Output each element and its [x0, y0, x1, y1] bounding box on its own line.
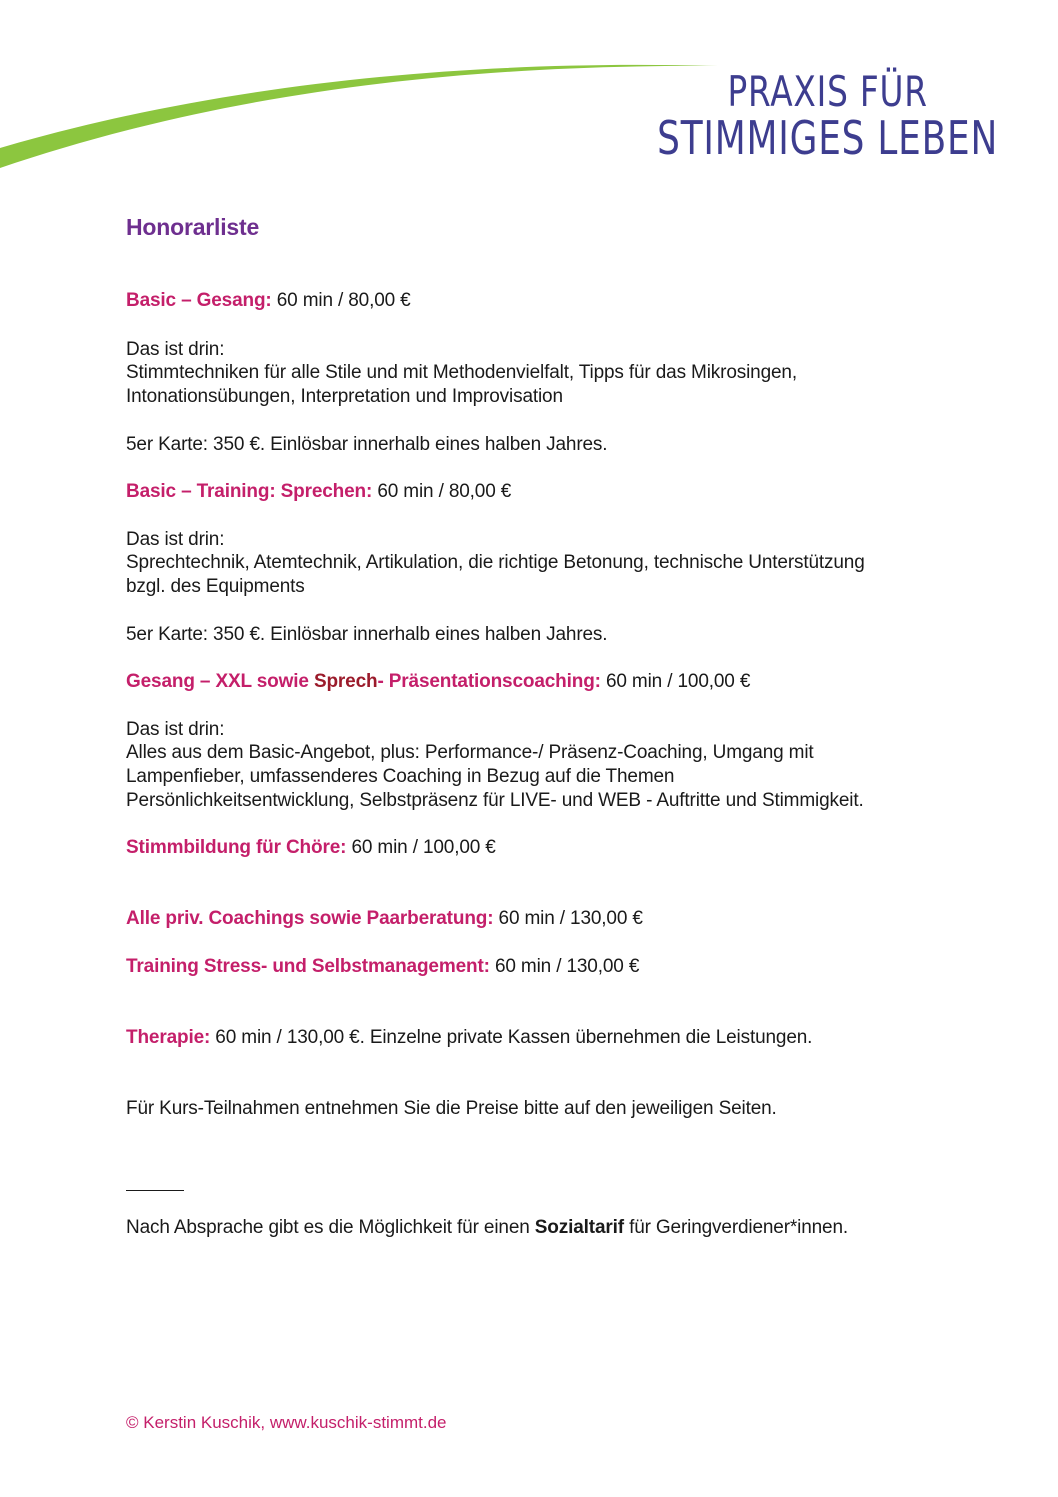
coachings-title [126, 907, 643, 931]
choere-label: Stimmbildung für Chöre: [126, 837, 347, 858]
page-title: Honorarliste [126, 214, 260, 240]
therapie-label: Therapie: [126, 1027, 211, 1048]
gesang-xxl-price: 60 min / 100,00 € [600, 671, 751, 692]
basic-sprechen-price: 60 min / 80,00 € [372, 481, 512, 502]
sozialtarif-after: für Geringverdiener*innen. [623, 1217, 849, 1238]
sozialtarif-before: Nach Absprache gibt es die Möglichkeit für einen [126, 1217, 535, 1238]
basic-sprechen-desc-1: Sprechtechnik, Atemtechnik, Artikulation, die richtige Betonung, technische Unterstützung [126, 552, 865, 573]
therapie-price: 60 min / 130,00 €. Einzelne private Kassen übernehmen die Leistungen. [210, 1027, 813, 1048]
footer-copyright: © Kerstin Kuschik, www.kuschik-stimmt.de [126, 1413, 447, 1432]
basic-gesang-price: 60 min / 80,00 € [271, 290, 411, 311]
sozialtarif-note [126, 1216, 848, 1240]
choere-title [126, 836, 496, 860]
basic-gesang-title [126, 289, 411, 313]
stress-label: Training Stress- und Selbstmanagement: [126, 956, 490, 977]
stress-title [126, 955, 639, 979]
basic-sprechen-desc-2: bzgl. des Equipments [126, 576, 305, 597]
divider [126, 1190, 184, 1191]
coachings-price: 60 min / 130,00 € [493, 908, 643, 929]
gesang-xxl-desc-3: Persönlichkeitsentwicklung, Selbstpräsenz für LIVE- und WEB - Auftritte und Stimmigkeit. [126, 790, 864, 811]
basic-gesang-desc-2: Intonationsübungen, Interpretation und Improvisation [126, 386, 563, 407]
gesang-xxl-label-c: - Präsentationscoaching: [377, 671, 601, 692]
gesang-xxl-intro: Das ist drin: [126, 719, 225, 740]
basic-gesang-intro: Das ist drin: [126, 339, 225, 360]
stress-price: 60 min / 130,00 € [489, 956, 640, 977]
logo-line-2: STIMMIGES LEBEN [657, 111, 998, 166]
therapie-title [126, 1026, 812, 1050]
sozialtarif-bold: Sozialtarif [534, 1217, 624, 1238]
basic-sprechen-intro: Das ist drin: [126, 529, 225, 550]
choere-price: 60 min / 100,00 € [346, 837, 496, 858]
basic-gesang-card: 5er Karte: 350 €. Einlösbar innerhalb eines halben Jahres. [126, 434, 608, 455]
kurs-note: Für Kurs-Teilnahmen entnehmen Sie die Preise bitte auf den jeweiligen Seiten. [126, 1098, 777, 1119]
gesang-xxl-desc-2: Lampenfieber, umfassenderes Coaching in Bezug auf die Themen [126, 766, 675, 787]
coachings-label: Alle priv. Coachings sowie Paarberatung: [126, 908, 494, 929]
gesang-xxl-title [126, 670, 750, 694]
logo-line-1: PRAXIS FÜR [727, 67, 928, 116]
basic-gesang-label: Basic – Gesang: [126, 290, 272, 311]
gesang-xxl-label-a: Gesang – XXL sowie [126, 671, 314, 692]
basic-sprechen-card: 5er Karte: 350 €. Einlösbar innerhalb eines halben Jahres. [126, 624, 608, 645]
praxis-logo [657, 67, 998, 166]
gesang-xxl-desc-1: Alles aus dem Basic-Angebot, plus: Performance-/ Präsenz-Coaching, Umgang mit [126, 742, 814, 763]
gesang-xxl-label-b: Sprech [313, 671, 378, 692]
basic-sprechen-label: Basic – Training: Sprechen: [126, 481, 373, 502]
basic-gesang-desc-1: Stimmtechniken für alle Stile und mit Methodenvielfalt, Tipps für das Mikrosingen, [126, 362, 797, 383]
basic-sprechen-title [126, 480, 511, 504]
